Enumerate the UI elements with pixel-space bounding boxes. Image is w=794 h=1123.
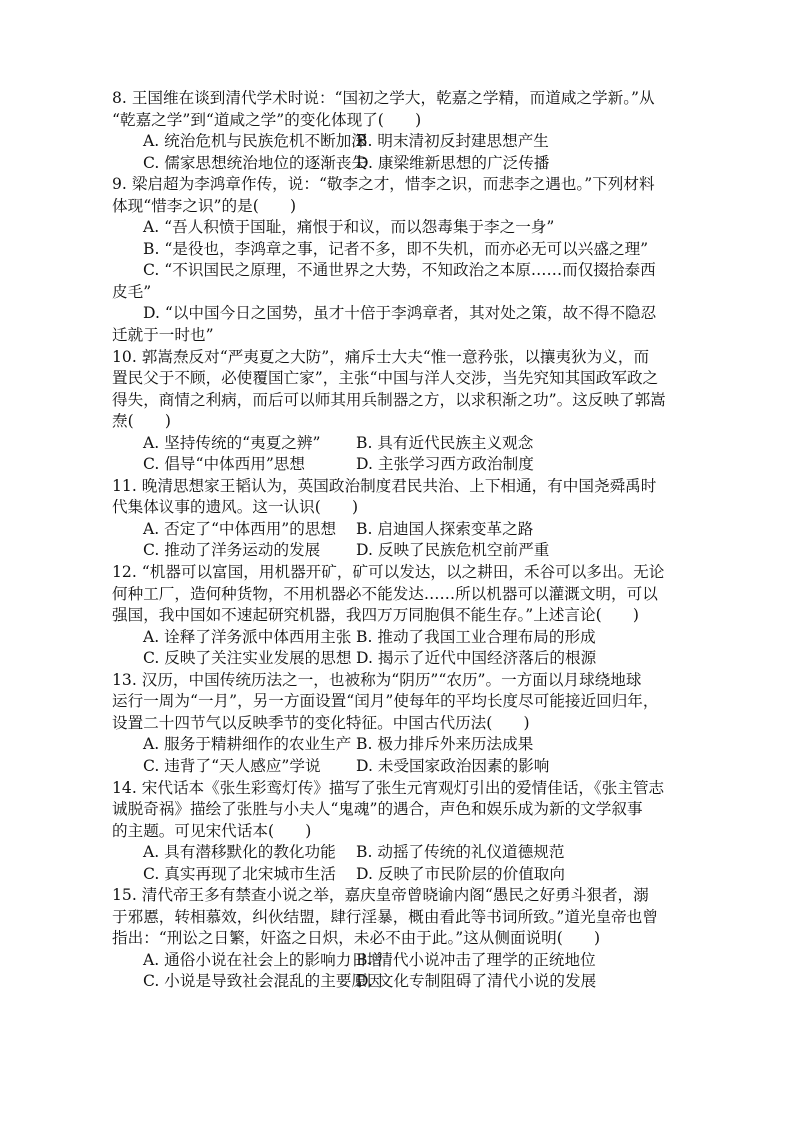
option-row bbox=[112, 627, 684, 649]
question-block bbox=[112, 174, 684, 346]
option-choice: B. 清代小说冲击了理学的正统地位 bbox=[356, 950, 596, 969]
question-stem-line: 11. 晚清思想家王韬认为，英国政治制度君民共治、上下相通，有中国尧舜禹时 bbox=[112, 476, 657, 495]
option-row bbox=[112, 153, 684, 175]
option-choice: D. 未受国家政治因素的影响 bbox=[356, 756, 550, 775]
question-block bbox=[112, 778, 684, 886]
question-block bbox=[112, 562, 684, 670]
option-choice: A. 具有潜移默化的教化功能 bbox=[143, 843, 336, 862]
question-stem-line: 9. 梁启超为李鸿章作传，说：“敬李之才，惜李之识，而悲李之遇也。”下列材料 bbox=[112, 175, 655, 194]
option-choice: D. 反映了民族危机空前严重 bbox=[356, 541, 550, 560]
option-row bbox=[112, 756, 684, 778]
question-stem-line: 10. 郭嵩焘反对“严夷夏之大防”，痛斥士大夫“惟一意矜张，以攘夷狄为义，而 bbox=[112, 347, 650, 366]
option-choice: A. 通俗小说在社会上的影响力日增 bbox=[143, 950, 383, 969]
option-row bbox=[112, 971, 684, 993]
option-row bbox=[112, 519, 684, 541]
option-choice: A. 诠释了洋务派中体西用主张 bbox=[143, 627, 352, 646]
option-choice: A. “吾人积愤于国耻，痛恨于和议，而以怨毒集于李之一身” bbox=[143, 218, 555, 237]
option-row bbox=[112, 864, 684, 886]
question-block bbox=[112, 347, 684, 476]
option-choice: A. 坚持传统的“夷夏之辨” bbox=[143, 433, 321, 452]
option-continuation-line: 皮毛” bbox=[112, 282, 152, 301]
question-stem-line: “乾嘉之学”到“道咸之学”的变化体现了( ) bbox=[112, 110, 422, 129]
question-stem-line: 的主题。可见宋代话本( ) bbox=[112, 821, 312, 840]
option-choice: A. 统治危机与民族危机不断加深 bbox=[143, 132, 367, 151]
option-choice: C. 儒家思想统治地位的逐渐丧失 bbox=[143, 153, 368, 172]
option-choice: A. 否定了“中体西用”的思想 bbox=[143, 519, 337, 538]
option-choice: B. “是役也，李鸿章之事，记者不多，即不失机，而亦必无可以兴盛之理” bbox=[143, 239, 649, 258]
option-row bbox=[112, 131, 684, 153]
option-row bbox=[112, 433, 684, 455]
option-choice: B. 启迪国人探索变革之路 bbox=[356, 519, 534, 538]
question-stem-line: 15. 清代帝王多有禁查小说之举，嘉庆皇帝曾晓谕内阁“愚民之好勇斗狠者，溺 bbox=[112, 886, 649, 905]
question-stem-line: 何种工厂，造何种货物，不用机器必不能发达……所以机器可以灌溉文明，可以 bbox=[112, 584, 658, 603]
option-choice: B. 具有近代民族主义观念 bbox=[356, 433, 534, 452]
option-row bbox=[112, 734, 684, 756]
option-choice: C. 倡导“中体西用”思想 bbox=[143, 455, 305, 474]
question-stem-line: 焘( ) bbox=[112, 412, 171, 431]
option-choice: D. 揭示了近代中国经济落后的根源 bbox=[356, 649, 597, 668]
option-choice: B. 动摇了传统的礼仪道德规范 bbox=[356, 843, 565, 862]
exam-page bbox=[112, 88, 684, 993]
option-choice: C. 真实再现了北宋城市生活 bbox=[143, 864, 336, 883]
option-choice: C. 小说是导致社会混乱的主要原因 bbox=[143, 972, 383, 991]
option-choice: C. 推动了洋务运动的发展 bbox=[143, 541, 321, 560]
question-stem-line: 强国，我中国如不速起研究机器，我四万万同胞俱不能生存。”上述言论( ) bbox=[112, 606, 639, 625]
option-choice: C. 反映了关注实业发展的思想 bbox=[143, 649, 352, 668]
question-stem-line: 体现“惜李之识”的是( ) bbox=[112, 196, 297, 215]
question-stem-line: 14. 宋代话本《张生彩鸾灯传》描写了张生元宵观灯引出的爱情佳话，《张主管志 bbox=[112, 778, 665, 797]
option-choice: D. 主张学习西方政治制度 bbox=[356, 455, 534, 474]
question-block bbox=[112, 670, 684, 778]
option-choice: C. “不识国民之原理，不通世界之大势，不知政治之本原……而仅掇拾泰西 bbox=[143, 261, 656, 280]
option-choice: D. “以中国今日之国势，虽才十倍于李鸿章者，其对处之策，故不得不隐忍 bbox=[143, 304, 657, 323]
option-choice: D. 反映了市民阶层的价值取向 bbox=[356, 864, 565, 883]
question-stem-line: 于邪慝，转相慕效，纠伙结盟，肆行淫暴，概由看此等书词所致。”道光皇帝也曾 bbox=[112, 907, 658, 926]
question-stem-line: 8. 王国维在谈到清代学术时说：“国初之学大，乾嘉之学精，而道咸之学新。”从 bbox=[112, 89, 655, 107]
option-choice: B. 推动了我国工业合理布局的形成 bbox=[356, 627, 596, 646]
question-stem-line: 13. 汉历，中国传统历法之一，也被称为“阴历”“农历”。一方面以月球绕地球 bbox=[112, 670, 642, 689]
option-choice: D. 康梁维新思想的广泛传播 bbox=[356, 153, 550, 172]
option-continuation-line: 迁就于一时也” bbox=[112, 326, 214, 345]
question-stem-line: 诚脱奇祸》描绘了张胜与小夫人“鬼魂”的遇合，声色和娱乐成为新的文学叙事 bbox=[112, 800, 643, 819]
option-row bbox=[112, 648, 684, 670]
question-stem-line: 运行一周为“一月”，另一方面设置“闰月”使每年的平均长度尽可能接近回归年， bbox=[112, 692, 659, 711]
question-stem-line: 置民父于不顾，必使覆国亡家”，主张“中国与洋人交涉，当先究知其国政军政之 bbox=[112, 369, 659, 388]
option-choice: D. 文化专制阻碍了清代小说的发展 bbox=[356, 972, 597, 991]
question-stem-line: 12. “机器可以富国，用机器开矿，矿可以发达，以之耕田，禾谷可以多出。无论 bbox=[112, 563, 665, 582]
question-block bbox=[112, 885, 684, 993]
question-stem-line: 指出：“刑讼之日繁，奸盗之日炽，未必不由于此。”这从侧面说明( ) bbox=[112, 929, 601, 948]
option-choice: B. 极力排斥外来历法成果 bbox=[356, 735, 534, 754]
option-row bbox=[112, 540, 684, 562]
question-block bbox=[112, 88, 684, 174]
question-block bbox=[112, 476, 684, 562]
question-stem-line: 得失，商情之利病，而后可以师其用兵制器之方，以求积渐之功”。这反映了郭嵩 bbox=[112, 390, 666, 409]
option-choice: B. 明末清初反封建思想产生 bbox=[356, 132, 549, 151]
question-stem-line: 代集体议事的遗风。这一认识( ) bbox=[112, 498, 359, 517]
option-row bbox=[112, 950, 684, 972]
option-choice: C. 违背了“天人感应”学说 bbox=[143, 756, 321, 775]
option-choice: A. 服务于精耕细作的农业生产 bbox=[143, 735, 352, 754]
option-row bbox=[112, 454, 684, 476]
option-row bbox=[112, 842, 684, 864]
question-stem-line: 设置二十四节气以反映季节的变化特征。中国古代历法( ) bbox=[112, 713, 530, 732]
